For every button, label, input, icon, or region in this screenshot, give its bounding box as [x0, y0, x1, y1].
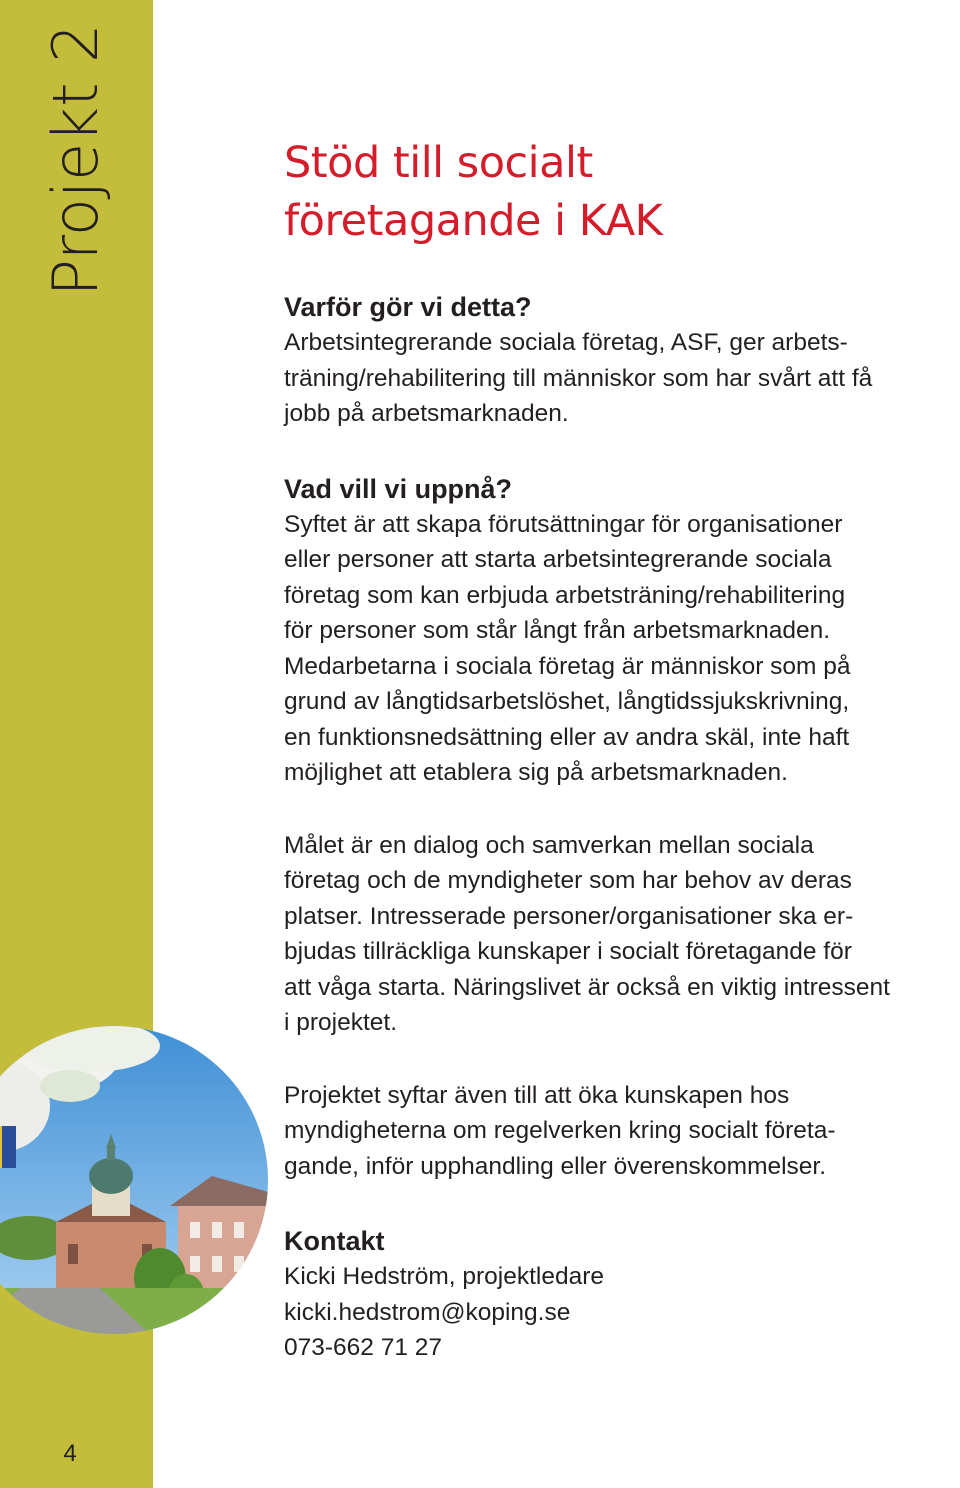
text-line: platser. Intresserade personer/organisationer ska er-	[284, 902, 854, 930]
text-line: träning/rehabilitering till människor som har svårt att få	[284, 364, 873, 392]
goal-paragraph-1	[284, 507, 960, 791]
text-line: Arbetsintegrerande sociala företag, ASF, ger arbets-	[284, 329, 848, 356]
text-line: för personer som står långt från arbetsmarknaden.	[284, 617, 831, 644]
goal-paragraph-3	[284, 1078, 960, 1185]
contact-email[interactable]: kicki.hedstrom@koping.se	[284, 1298, 571, 1326]
text-line: Syftet är att skapa förutsättningar för organisationer	[284, 510, 843, 538]
text-line: grund av långtidsarbetslöshet, långtidssjukskrivning,	[284, 688, 850, 715]
title-line: företagande i KAK	[284, 196, 663, 246]
text-line: att våga starta. Näringslivet är också en viktig intressent	[284, 973, 890, 1001]
text-line: möjlighet att etablera sig på arbetsmarknaden.	[284, 759, 788, 786]
goal-heading: Vad vill vi uppnå?	[284, 473, 513, 504]
contact-phone[interactable]: 073-662 71 27	[284, 1334, 443, 1361]
text-line: Målet är en dialog och samverkan mellan sociala	[284, 831, 814, 859]
text-line: bjudas tillräckliga kunskaper i socialt företagande för	[284, 938, 852, 965]
title-line: Stöd till socialt	[284, 138, 593, 188]
text-line: företag som kan erbjuda arbetsträning/rehabilitering	[284, 581, 846, 609]
contact-heading: Kontakt	[284, 1226, 385, 1256]
text-line: eller personer att starta arbetsintegrerande sociala	[284, 546, 832, 573]
text-line: i projektet.	[284, 1009, 398, 1036]
page-number: 4	[63, 1440, 77, 1467]
text-line: Medarbetarna i sociala företag är människor som på	[284, 652, 851, 680]
text-line: gande, inför upphandling eller överenskommelser.	[284, 1152, 827, 1180]
page-title	[284, 134, 960, 250]
why-paragraph	[284, 325, 960, 432]
text-line: Projektet syftar även till att öka kunskapen hos	[284, 1081, 790, 1109]
text-line: en funktionsnedsättning eller av andra skäl, inte haft	[284, 723, 850, 751]
text-line: jobb på arbetsmarknaden.	[284, 400, 569, 427]
why-heading: Varför gör vi detta?	[284, 292, 532, 322]
main-content	[284, 134, 960, 1366]
project-label: Projekt 2	[39, 23, 112, 297]
text-line: företag och de myndigheter som har behov av deras	[284, 867, 852, 894]
church-street-photo	[0, 1026, 268, 1334]
text-line: myndigheterna om regelverken kring socialt företa-	[284, 1117, 836, 1144]
contact-details	[284, 1259, 960, 1366]
contact-name: Kicki Hedström, projektledare	[284, 1263, 604, 1290]
goal-paragraph-2	[284, 828, 960, 1041]
